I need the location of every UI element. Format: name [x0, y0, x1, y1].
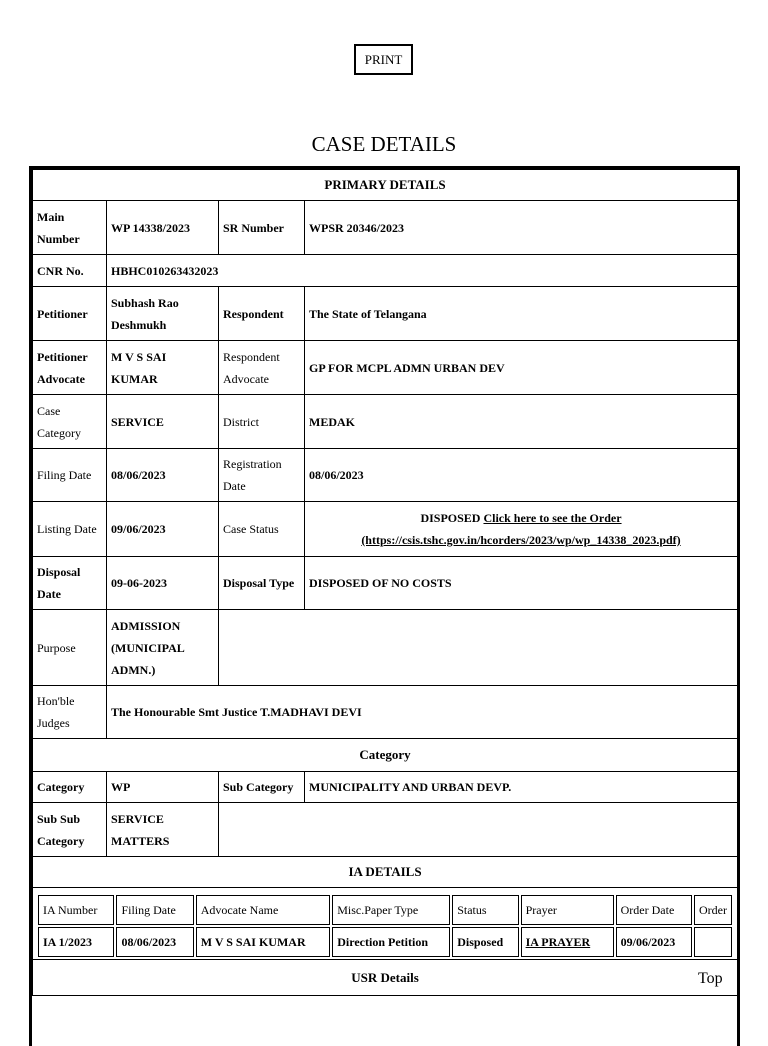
sr-number-value: WPSR 20346/2023: [304, 201, 737, 254]
petitioner-advocate-label: Petitioner Advocate: [37, 349, 88, 386]
listing-date-value: 09/06/2023: [106, 502, 218, 556]
ia-col-ia-number: IA Number: [38, 895, 114, 925]
usr-details-header-row: [32, 960, 738, 996]
district-value: MEDAK: [304, 395, 737, 448]
primary-details-header: PRIMARY DETAILS: [324, 177, 446, 192]
advocate-row: [32, 341, 738, 395]
respondent-value: The State of Telangana: [304, 287, 737, 340]
ia-col-misc-paper-type: Misc.Paper Type: [332, 895, 450, 925]
disposal-type-value: DISPOSED OF NO COSTS: [304, 557, 737, 609]
sub-sub-category-empty-cell: [218, 803, 737, 856]
judges-value: The Honourable Smt Justice T.MADHAVI DEVI: [106, 686, 737, 738]
case-category-row: [32, 395, 738, 449]
ia-filing-date-cell: 08/06/2023: [116, 927, 193, 957]
back-to-top-link[interactable]: Top: [698, 970, 723, 987]
district-label: District: [218, 395, 304, 448]
ia-col-status: Status: [452, 895, 518, 925]
ia-table-header-row: [38, 895, 732, 925]
main-number-value: WP 14338/2023: [106, 201, 218, 254]
purpose-empty-cell: [218, 610, 737, 685]
ia-col-filing-date: Filing Date: [116, 895, 193, 925]
print-button[interactable]: PRINT: [354, 44, 413, 75]
ia-details-header-row: [32, 857, 738, 888]
ia-col-order: Order: [694, 895, 732, 925]
listing-date-label: Listing Date: [37, 522, 97, 536]
ia-order-cell: [694, 927, 732, 957]
respondent-label: Respondent: [218, 287, 304, 340]
disposal-type-label: Disposal Type: [218, 557, 304, 609]
judges-row: [32, 686, 738, 739]
respondent-advocate-value: GP FOR MCPL ADMN URBAN DEV: [304, 341, 737, 394]
page-title: CASE DETAILS: [311, 132, 457, 156]
sr-number-label: SR Number: [218, 201, 304, 254]
purpose-row: [32, 610, 738, 686]
disposal-row: [32, 557, 738, 610]
cnr-row: [32, 255, 738, 287]
ia-status-cell: Disposed: [452, 927, 518, 957]
usr-details-header: USR Details: [351, 969, 419, 985]
ia-details-table: [36, 893, 734, 959]
cnr-value: HBHC010263432023: [106, 255, 737, 286]
category-header-row: [32, 739, 738, 772]
judges-label: Hon'ble Judges: [37, 694, 75, 730]
sub-category-value: MUNICIPALITY AND URBAN DEVP.: [304, 772, 737, 802]
petitioner-row: [32, 287, 738, 341]
category-value: WP: [106, 772, 218, 802]
sub-sub-category-value: SERVICE MATTERS: [106, 803, 218, 856]
respondent-advocate-label: Respondent Advocate: [218, 341, 304, 394]
main-number-label: Main Number: [37, 209, 80, 246]
sub-category-label: Sub Category: [218, 772, 304, 802]
registration-date-label: Registration Date: [218, 449, 304, 501]
filing-date-label: Filing Date: [37, 468, 92, 482]
ia-number-cell: IA 1/2023: [38, 927, 114, 957]
sub-sub-category-row: [32, 803, 738, 857]
ia-misc-paper-type-cell: Direction Petition: [332, 927, 450, 957]
registration-date-value: 08/06/2023: [304, 449, 737, 501]
disposal-date-value: 09-06-2023: [106, 557, 218, 609]
purpose-label: Purpose: [37, 640, 76, 655]
table-row: [38, 927, 732, 957]
ia-col-prayer: Prayer: [521, 895, 614, 925]
filing-date-value: 08/06/2023: [106, 449, 218, 501]
case-category-value: SERVICE: [106, 395, 218, 448]
ia-details-section: [32, 888, 738, 960]
order-link[interactable]: Click here to see the Order: [483, 511, 622, 525]
listing-date-row: [32, 502, 738, 557]
case-status-value: [304, 502, 737, 556]
ia-order-date-cell: 09/06/2023: [616, 927, 692, 957]
category-row: [32, 772, 738, 803]
sub-sub-category-label: Sub Sub Category: [37, 811, 85, 848]
order-url-link[interactable]: (https://csis.tshc.gov.in/hcorders/2023/wp/wp_14338_2023.pdf): [361, 533, 681, 547]
case-category-label: Case Category: [37, 403, 81, 440]
case-status-text: DISPOSED: [420, 511, 481, 525]
primary-details-header-row: [32, 169, 738, 201]
main-number-row: [32, 201, 738, 255]
case-status-label: Case Status: [218, 502, 304, 556]
cnr-label: CNR No.: [37, 263, 84, 278]
petitioner-advocate-value: M V S SAI KUMAR: [106, 341, 218, 394]
ia-advocate-cell: M V S SAI KUMAR: [196, 927, 331, 957]
petitioner-label: Petitioner: [37, 306, 88, 321]
filing-date-row: [32, 449, 738, 502]
ia-prayer-link[interactable]: IA PRAYER: [525, 934, 591, 949]
category-header: Category: [359, 747, 411, 762]
category-label: Category: [37, 780, 85, 794]
petitioner-value: Subhash Rao Deshmukh: [106, 287, 218, 340]
ia-col-advocate-name: Advocate Name: [196, 895, 331, 925]
ia-prayer-cell: [521, 927, 614, 957]
ia-details-header: IA DETAILS: [348, 864, 422, 879]
purpose-value: ADMISSION (MUNICIPAL ADMN.): [106, 610, 218, 685]
disposal-date-label: Disposal Date: [37, 565, 81, 601]
ia-col-order-date: Order Date: [616, 895, 692, 925]
